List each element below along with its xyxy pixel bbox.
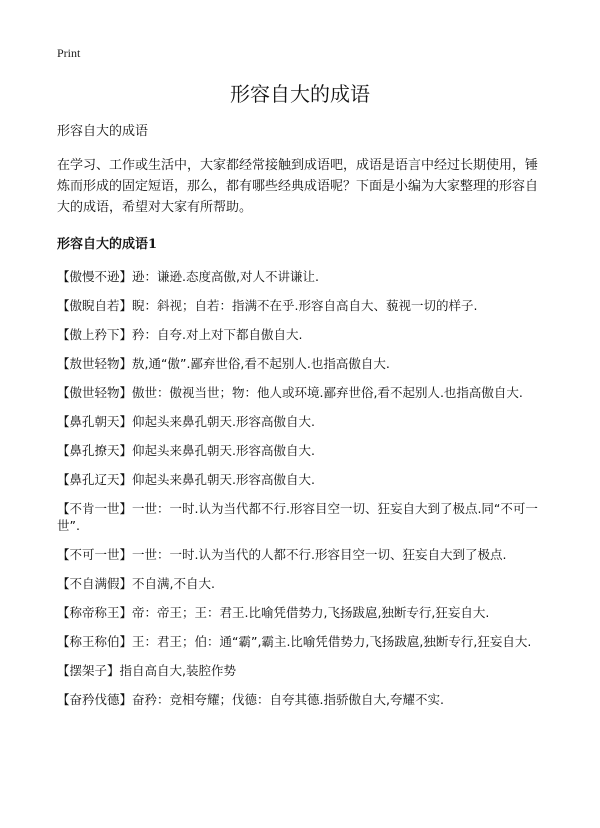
idiom-entry [57, 691, 549, 708]
idiom-term: 【傲上矜下】 [57, 327, 133, 342]
idiom-definition: 指自高自大,装腔作势 [119, 663, 236, 678]
idiom-entry [57, 297, 549, 314]
idiom-list [57, 268, 549, 708]
idiom-definition: 矜：自夸.对上对下都自傲自大. [132, 327, 303, 342]
idiom-entry [57, 355, 549, 372]
idiom-term: 【傲睨自若】 [57, 298, 133, 313]
idiom-entry [57, 326, 549, 343]
print-link[interactable]: Print [57, 46, 81, 60]
idiom-entry [57, 546, 549, 563]
idiom-term: 【傲慢不逊】 [57, 269, 133, 284]
idiom-term: 【称帝称王】 [57, 605, 133, 620]
idiom-term: 【鼻孔朝天】 [57, 414, 133, 429]
idiom-definition: 逊：谦逊.态度高傲,对人不讲谦让. [132, 269, 319, 284]
idiom-definition: 仰起头来鼻孔朝天.形容高傲自大. [132, 472, 315, 487]
page-title: 形容自大的成语 [230, 82, 370, 106]
idiom-definition: 一世：一时.认为当代都不行.形容目空一切、狂妄自大到了极点.同“不可一世”. [57, 501, 538, 533]
idiom-definition: 傲世：傲视当世；物：他人或环境.鄙弃世俗,看不起别人.也指高傲自大. [132, 385, 523, 400]
article-intro: 在学习、工作或生活中，大家都经常接触到成语吧，成语是语言中经过长期使用，锤炼而形成的固定短语，那么，都有哪些经典成语呢？下面是小编为大家整理的形容自大的成语，希望对大家有所帮助。 [57, 158, 539, 215]
idiom-term: 【不自满假】 [57, 576, 133, 591]
idiom-definition: 仰起头来鼻孔朝天.形容高傲自大. [132, 414, 315, 429]
idiom-definition: 不自满,不自大. [132, 576, 215, 591]
idiom-entry [57, 471, 549, 488]
idiom-definition: 睨：斜视；自若：指满不在乎.形容自高自大、藐视一切的样子. [132, 298, 478, 313]
idiom-definition: 仰起头来鼻孔朝天.形容高傲自大. [132, 443, 315, 458]
idiom-definition: 王：君王；伯：通“霸”,霸主.比喻凭借势力,飞扬跋扈,独断专行,狂妄自大. [132, 634, 532, 649]
idiom-term: 【鼻孔撩天】 [57, 443, 133, 458]
section-heading: 形容自大的成语1 [57, 237, 158, 252]
idiom-term: 【摆架子】 [57, 663, 120, 678]
idiom-term: 【鼻孔辽天】 [57, 472, 133, 487]
idiom-entry [57, 413, 549, 430]
idiom-definition: 一世：一时.认为当代的人都不行.形容目空一切、狂妄自大到了极点. [132, 547, 507, 562]
idiom-term: 【不可一世】 [57, 547, 133, 562]
idiom-term: 【不肯一世】 [57, 501, 133, 516]
idiom-entry [57, 268, 549, 285]
idiom-definition: 帝：帝王；王：君王.比喻凭借势力,飞扬跋扈,独断专行,狂妄自大. [132, 605, 490, 620]
idiom-entry [57, 575, 549, 592]
idiom-entry [57, 662, 549, 679]
idiom-entry [57, 604, 549, 621]
idiom-term: 【傲世轻物】 [57, 385, 133, 400]
idiom-term: 【称王称伯】 [57, 634, 133, 649]
idiom-definition: 敖,通“傲”.鄙弃世俗,看不起别人.也指高傲自大. [132, 356, 390, 371]
idiom-entry [57, 442, 549, 459]
idiom-entry [57, 500, 549, 534]
idiom-entry [57, 633, 549, 650]
article-body [57, 120, 549, 720]
idiom-term: 【敖世轻物】 [57, 356, 133, 371]
article-subtitle: 形容自大的成语 [57, 124, 149, 139]
idiom-definition: 奋矜：竞相夸耀；伐德：自夸其德.指骄傲自大,夸耀不实. [132, 692, 444, 707]
idiom-term: 【奋矜伐德】 [57, 692, 133, 707]
idiom-entry [57, 384, 549, 401]
